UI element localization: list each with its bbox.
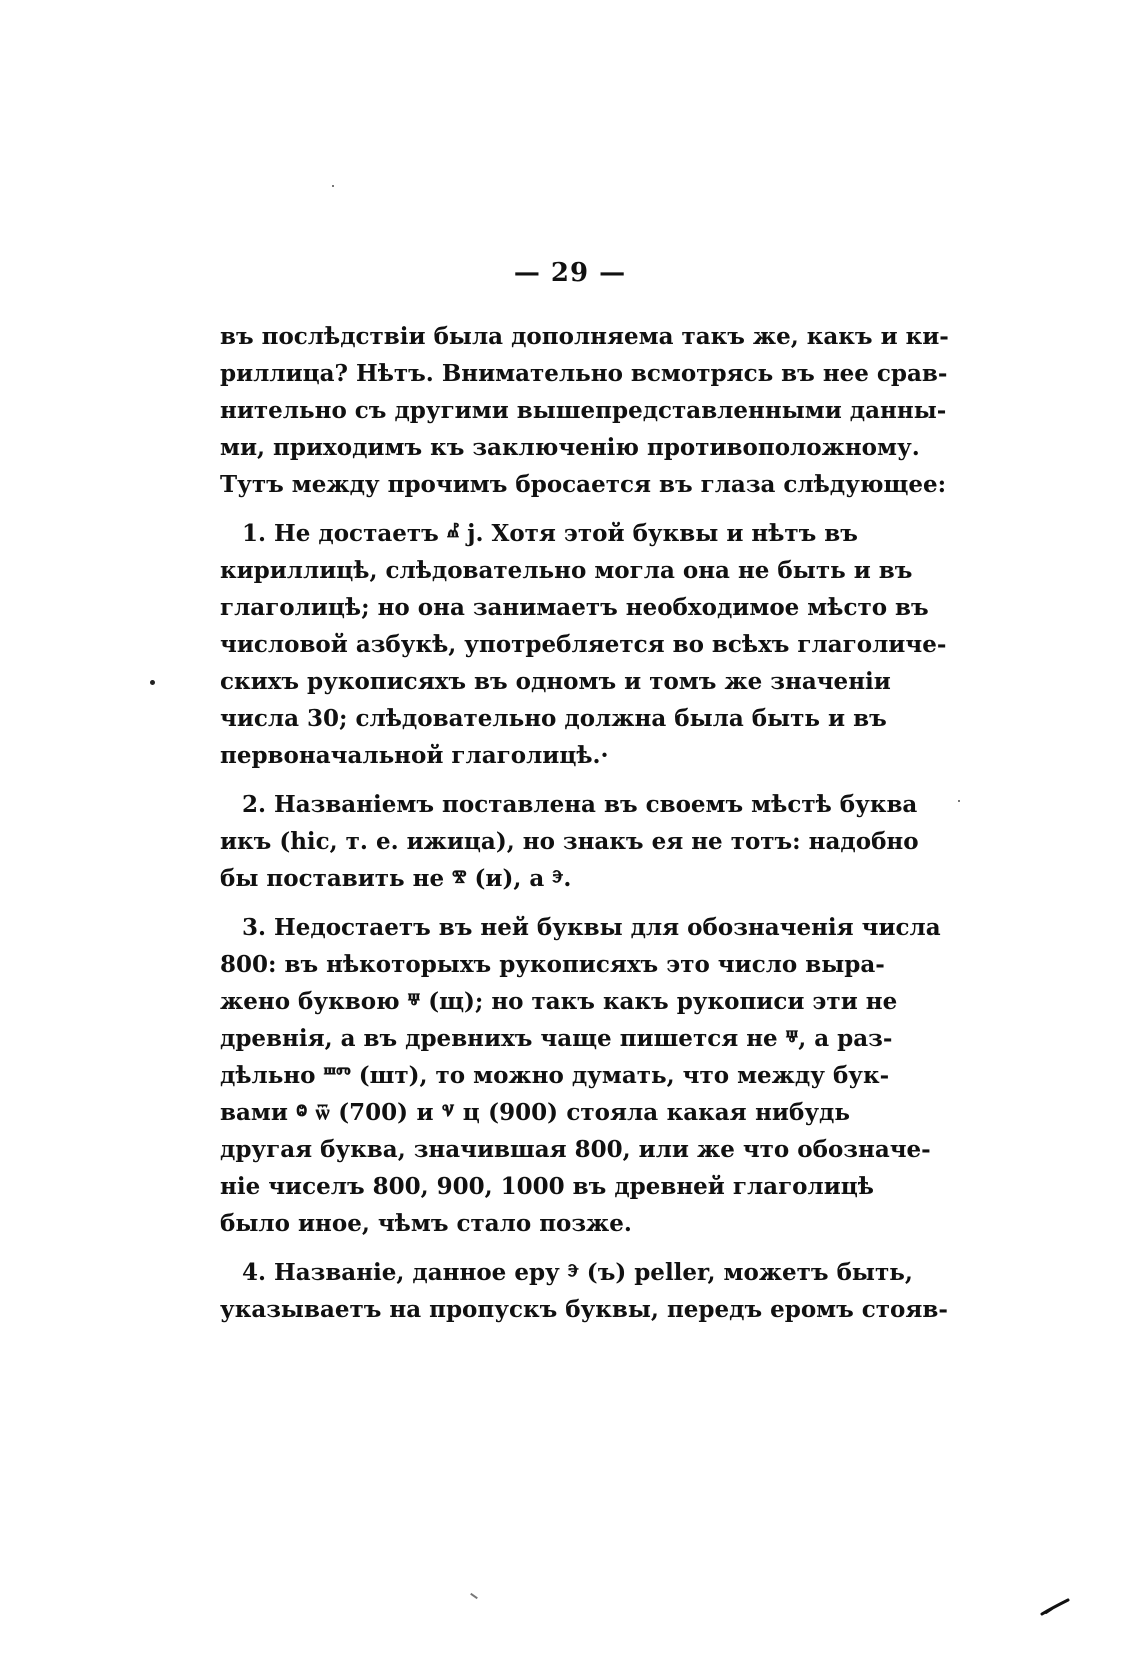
text-line: первоначальной глаголицѣ.· <box>220 742 609 769</box>
paragraph-item-3 <box>220 909 941 1242</box>
text-line: риллица? Нѣтъ. Внимательно всмотрясь въ нее срав- <box>220 360 948 387</box>
text-line: вами ⱉ ѿ (700) и ⱌ ц (900) стояла какая нибудь <box>220 1099 850 1126</box>
paper-speck <box>470 1593 478 1599</box>
text-line: было иное, чѣмъ стало позже. <box>220 1210 632 1237</box>
text-line: глаголицѣ; но она занимаетъ необходимое мѣсто въ <box>220 594 929 621</box>
text-line: 3. Недостаетъ въ ней буквы для обозначенія числа <box>242 914 941 941</box>
text-line: дѣльно ⱎⱅ (шт), то можно думать, что между бук- <box>220 1062 890 1089</box>
text-line: въ послѣдствіи была дополняема такъ же, какъ и ки- <box>220 323 949 350</box>
margin-dot <box>150 680 155 685</box>
text-line: древнія, а въ древнихъ чаще пишется не ⱋ, а раз- <box>220 1025 893 1052</box>
ink-mark-icon <box>1040 1598 1070 1616</box>
text-line: другая буква, значившая 800, или же что обозначе- <box>220 1136 931 1163</box>
text-line: указываетъ на пропускъ буквы, передъ еромъ стояв- <box>220 1296 948 1323</box>
text-line: Тутъ между прочимъ бросается въ глаза слѣдующее: <box>220 471 947 498</box>
text-line: 2. Названіемъ поставлена въ своемъ мѣстѣ буква <box>242 791 918 818</box>
text-line: ми, приходимъ къ заключенію противоположному. <box>220 434 920 461</box>
text-line: кириллицѣ, слѣдовательно могла она не быть и въ <box>220 557 913 584</box>
text-line: жено буквою ⱋ (щ); но такъ какъ рукописи эти не <box>220 988 898 1015</box>
text-line: 1. Не достаетъ ⰼ j. Хотя этой буквы и нѣтъ въ <box>242 520 858 547</box>
paragraph-item-4 <box>220 1254 948 1328</box>
text-line: числа 30; слѣдовательно должна была быть и въ <box>220 705 887 732</box>
page-number: — 29 — <box>513 258 627 288</box>
text-line: числовой азбукѣ, употребляется во всѣхъ глаголиче- <box>220 631 947 658</box>
body-text <box>220 318 949 1328</box>
text-line: нительно съ другими вышепредставленными данны- <box>220 397 947 424</box>
text-line: скихъ рукописяхъ въ одномъ и томъ же значеніи <box>220 668 891 695</box>
text-line: 4. Названіе, данное еру ⰵ (ъ) peller, можетъ быть, <box>242 1259 913 1286</box>
text-line: ніе чиселъ 800, 900, 1000 въ древней глаголицѣ <box>220 1173 874 1200</box>
paper-speck <box>958 800 960 802</box>
paragraph-item-2 <box>220 786 919 897</box>
paragraph-intro <box>220 318 949 503</box>
text-line: бы поставить не ⰺ (и), а ⰵ. <box>220 865 572 892</box>
paper-speck <box>332 185 334 187</box>
text-line: икъ (hic, т. е. ижица), но знакъ ея не тотъ: надобно <box>220 828 919 855</box>
paragraph-item-1 <box>220 515 947 774</box>
text-line: 800: въ нѣкоторыхъ рукописяхъ это число выра- <box>220 951 885 978</box>
